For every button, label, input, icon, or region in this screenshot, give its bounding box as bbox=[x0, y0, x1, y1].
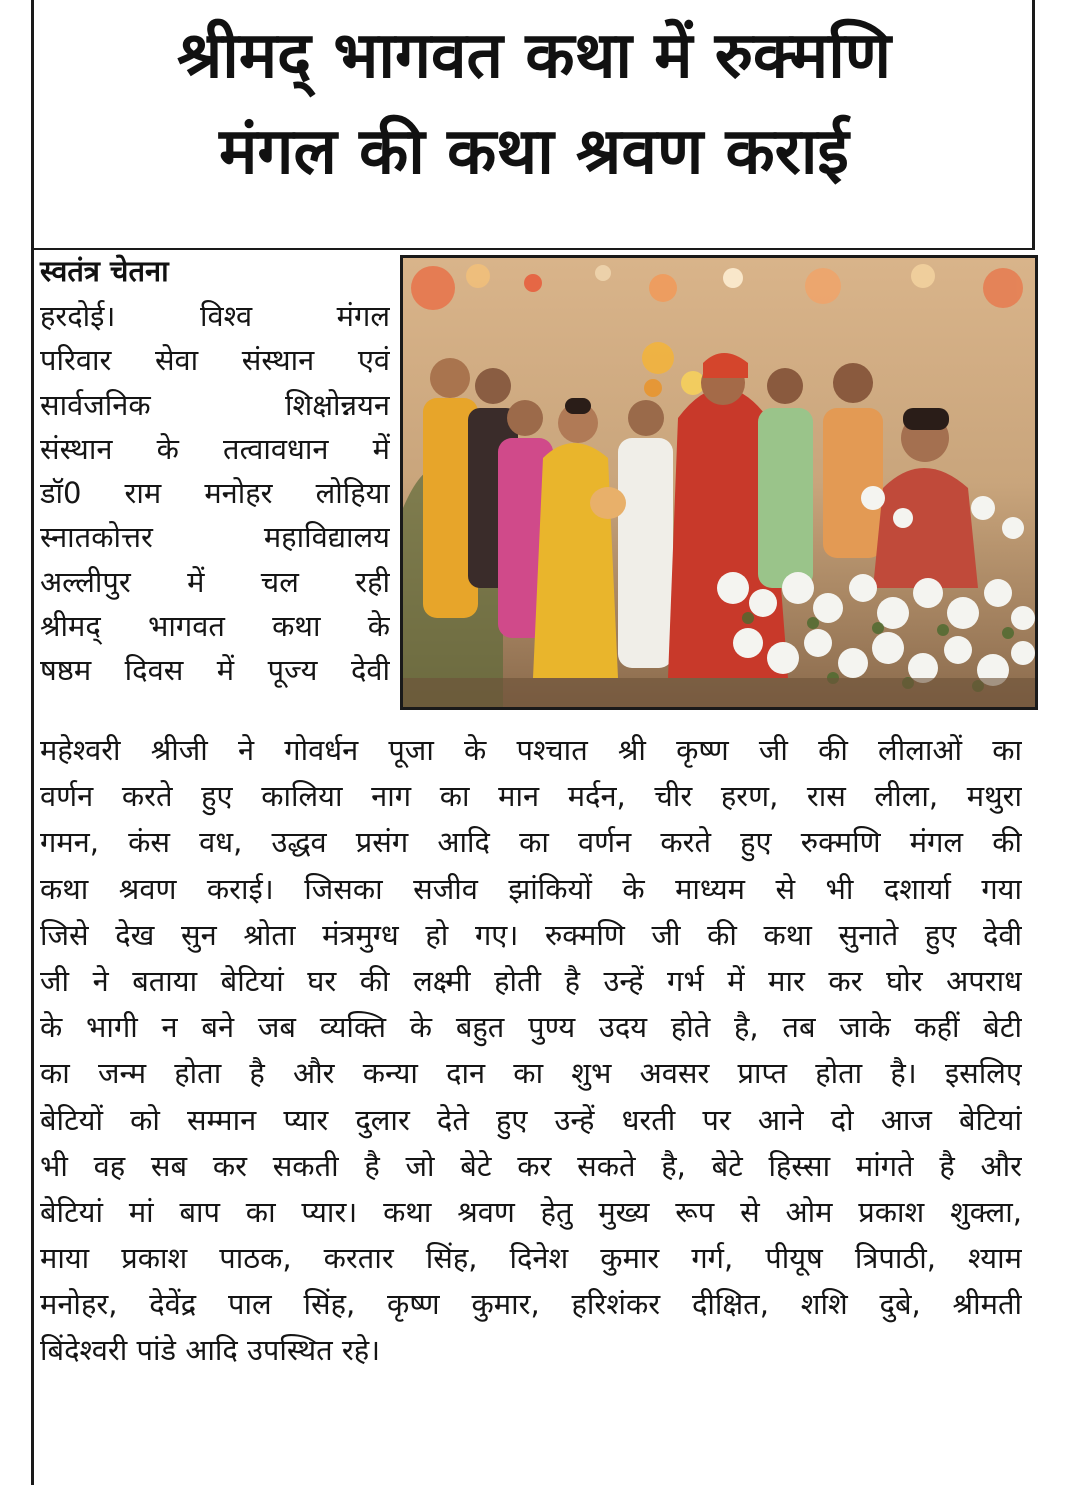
article-body-wide bbox=[40, 727, 1022, 1374]
body-line: षष्ठम दिवस में पूज्य देवी bbox=[40, 653, 390, 688]
body-line: डॉ0 राम मनोहर लोहिया bbox=[40, 476, 390, 511]
body-line: सार्वजनिक शिक्षोन्नयन bbox=[40, 387, 390, 422]
headline-line-2: मंगल की कथा श्रवण कराई bbox=[219, 115, 849, 189]
column-rule-right bbox=[1032, 0, 1035, 248]
body-line: परिवार सेवा संस्थान एवं bbox=[40, 343, 390, 378]
headline-line-1: श्रीमद् भागवत कथा में रुक्मणि bbox=[176, 19, 892, 93]
body-line: वर्णन करते हुए कालिया नाग का मान मर्दन, चीर हरण, रास लीला, मथुरा bbox=[40, 779, 1022, 814]
byline: स्वतंत्र चेतना bbox=[40, 254, 169, 288]
stage-scene-illustration bbox=[403, 258, 1035, 707]
body-line: कथा श्रवण कराई। जिसका सजीव झांकियों के माध्यम से भी दशार्या गया bbox=[40, 871, 1022, 906]
body-line: बेटियों को सम्मान प्यार दुलार देते हुए उन्हें धरती पर आने दो आज बेटियां bbox=[40, 1102, 1022, 1137]
body-line: संस्थान के तत्वावधान में bbox=[40, 431, 390, 466]
body-line: महेश्वरी श्रीजी ने गोवर्धन पूजा के पश्चात श्री कृष्ण जी की लीलाओं का bbox=[40, 733, 1022, 767]
body-line: के भागी न बने जब व्यक्ति के बहुत पुण्य उदय होते है, तब जाके कहीं बेटी bbox=[40, 1010, 1022, 1045]
body-line: जिसे देख सुन श्रोता मंत्रमुग्ध हो गए। रुक्मणि जी की कथा सुनाते हुए देवी bbox=[40, 917, 1022, 952]
body-line: अल्लीपुर में चल रही bbox=[40, 564, 390, 599]
column-rule-left bbox=[31, 0, 34, 1485]
body-line: भी वह सब कर सकती है जो बेटे कर सकते है, बेटे हिस्सा मांगते है और bbox=[40, 1148, 1022, 1183]
body-line: बेटियां मां बाप का प्यार। कथा श्रवण हेतु मुख्य रूप से ओम प्रकाश शुक्ला, bbox=[40, 1194, 1022, 1229]
body-line: बिंदेश्वरी पांडे आदि उपस्थित रहे। bbox=[40, 1333, 381, 1368]
body-line: मनोहर, देवेंद्र पाल सिंह, कृष्ण कुमार, हरिशंकर दीक्षित, शशि दुबे, श्रीमती bbox=[40, 1287, 1022, 1322]
article-body-narrow bbox=[40, 294, 390, 693]
body-line: स्नातकोत्तर महाविद्यालय bbox=[40, 520, 390, 555]
body-line: श्रीमद् भागवत कथा के bbox=[40, 609, 390, 644]
body-line: माया प्रकाश पाठक, करतार सिंह, दिनेश कुमार गर्ग, पीयूष त्रिपाठी, श्याम bbox=[40, 1241, 1022, 1276]
headline bbox=[36, 8, 1032, 200]
body-line: का जन्म होता है और कन्या दान का शुभ अवसर प्राप्त होता है। इसलिए bbox=[40, 1056, 1022, 1091]
body-line: जी ने बताया बेटियां घर की लक्ष्मी होती है उन्हें गर्भ में मार कर घोर अपराध bbox=[40, 963, 1022, 998]
event-photo bbox=[400, 255, 1038, 710]
body-line: हरदोई। विश्व मंगल bbox=[40, 299, 390, 333]
body-line: गमन, कंस वध, उद्धव प्रसंग आदि का वर्णन करते हुए रुक्मणि मंगल की bbox=[40, 825, 1022, 860]
headline-rule bbox=[31, 248, 1035, 250]
